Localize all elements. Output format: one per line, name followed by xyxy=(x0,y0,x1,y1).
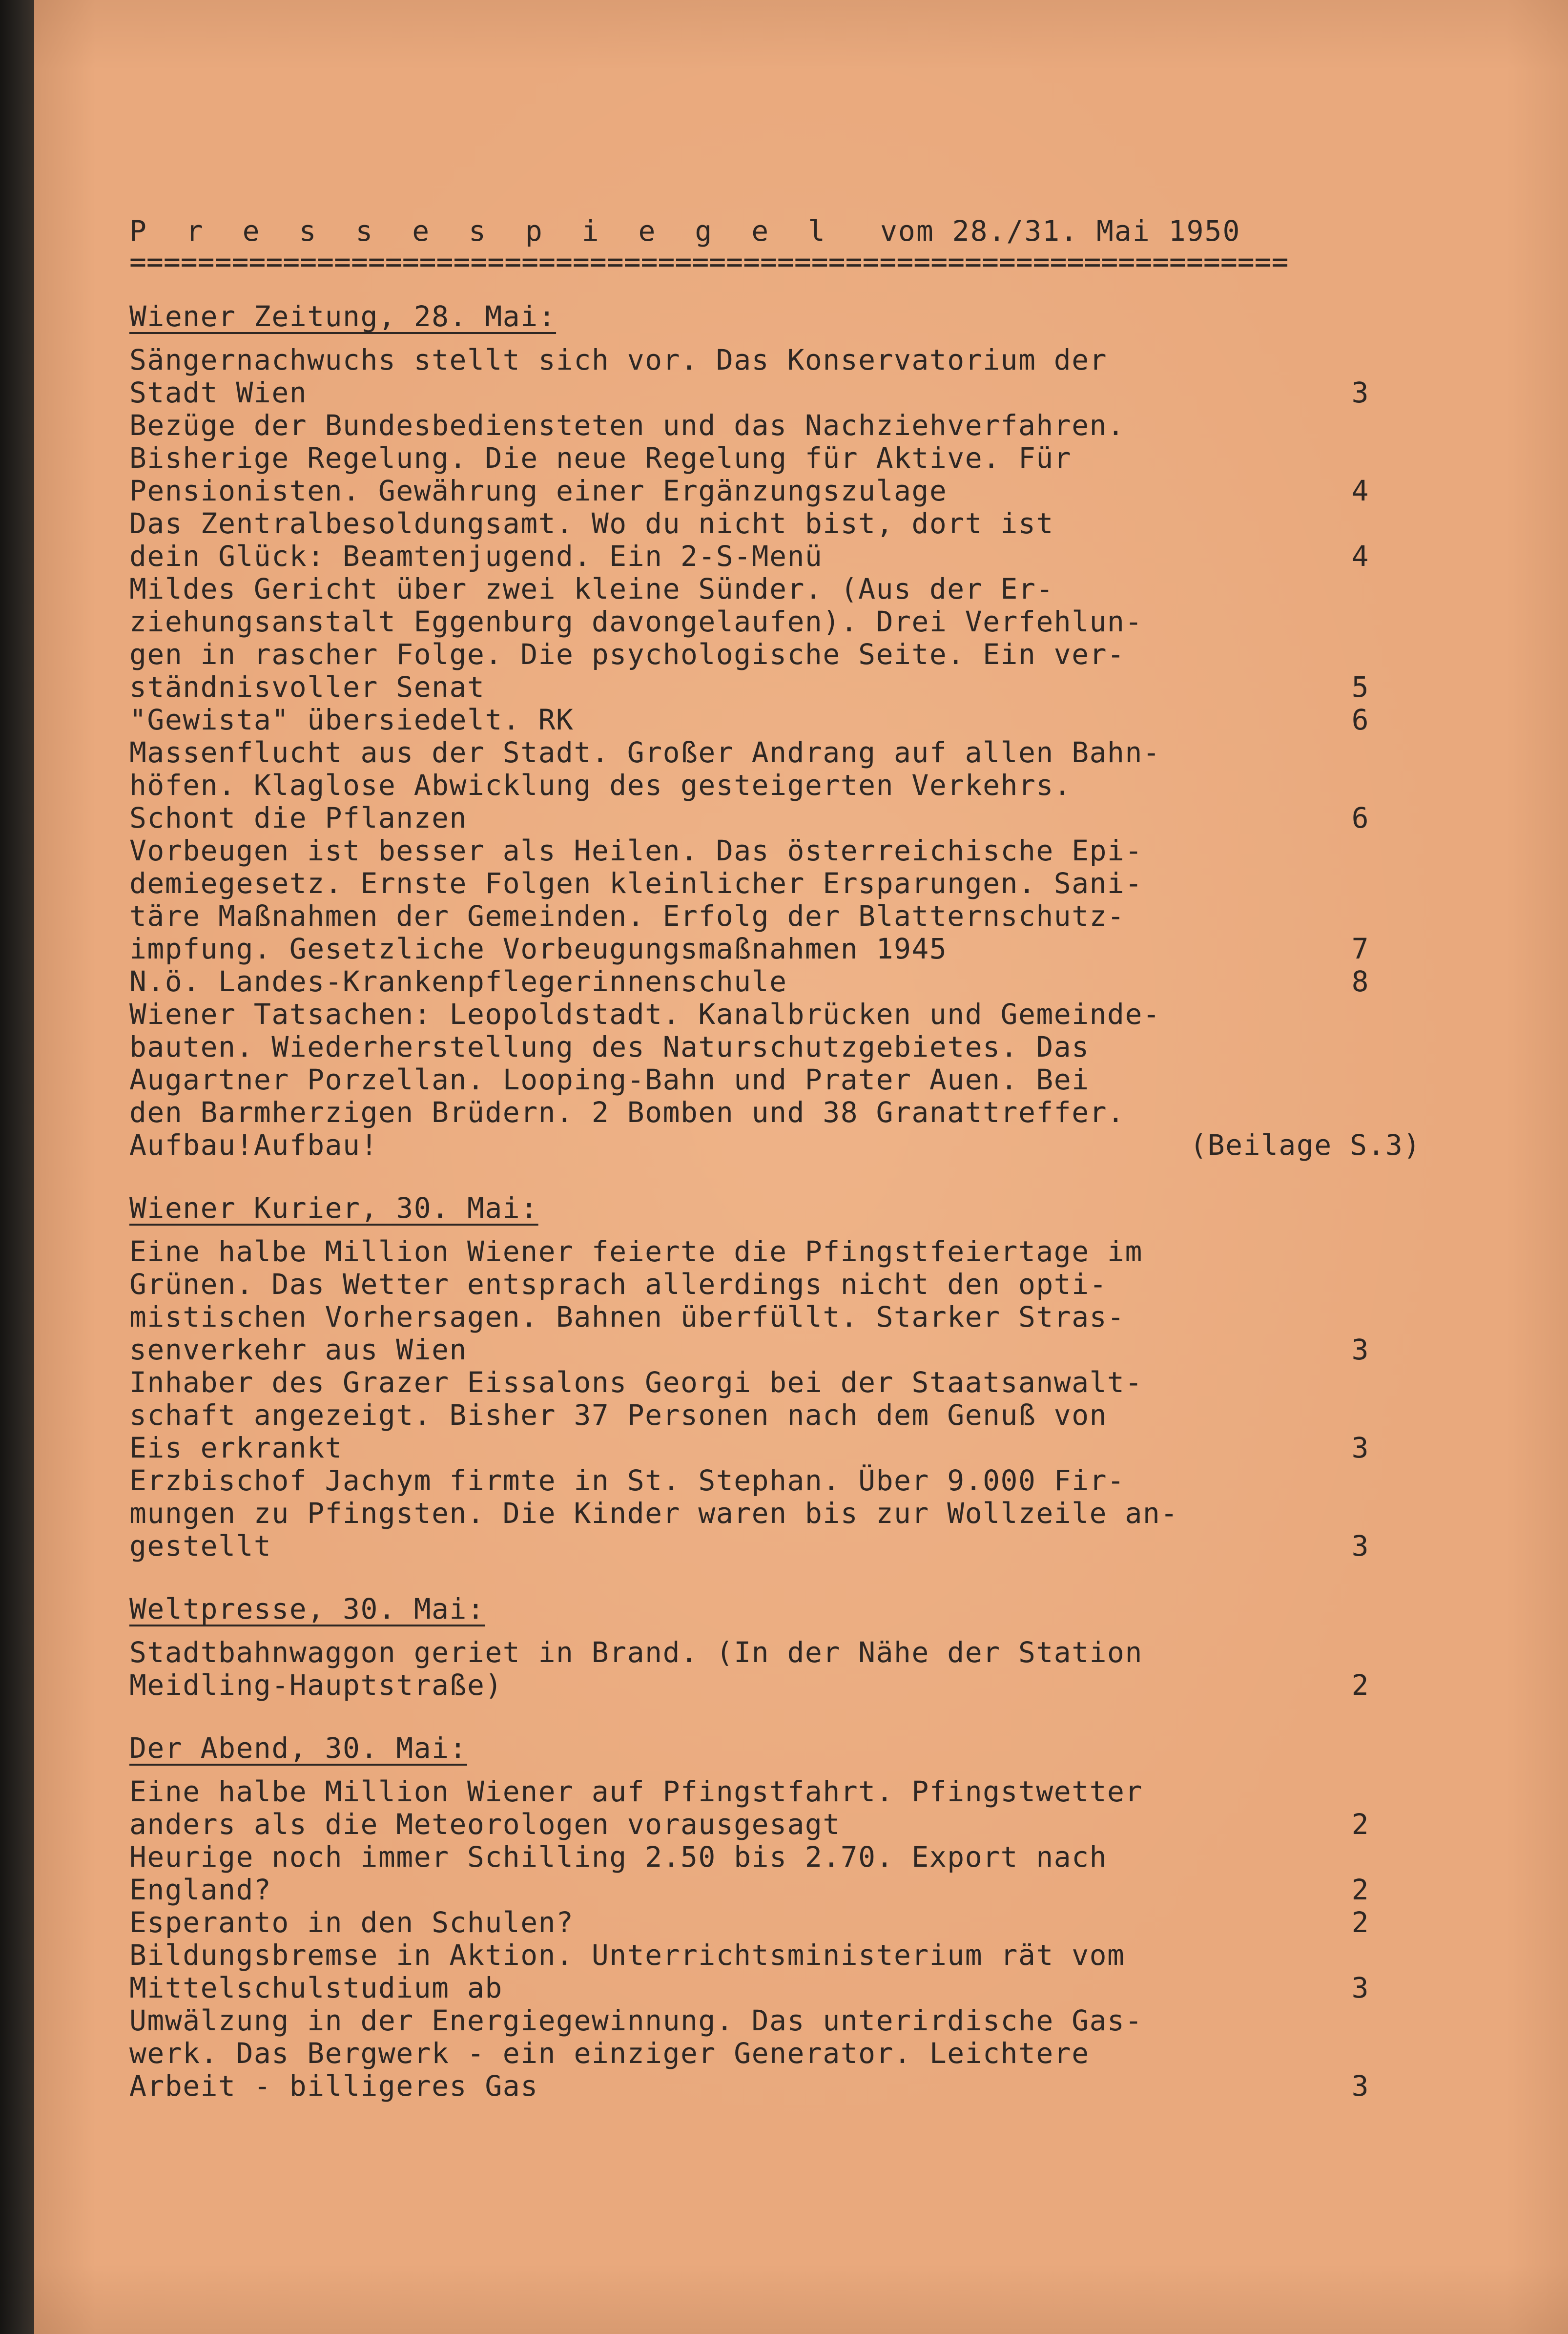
entry-text xyxy=(129,507,1301,573)
document-page xyxy=(34,0,1568,2334)
entry-line: Bisherige Regelung. Die neue Regelung für Aktive. Für xyxy=(129,441,1072,475)
entry-line: gestellt xyxy=(129,1529,272,1563)
entry-text xyxy=(129,2004,1301,2103)
entry-line: anders als die Meteorologen vorausgesagt xyxy=(129,1808,841,1841)
entry-line: Esperanto in den Schulen? xyxy=(129,1906,574,1939)
entry-line: bauten. Wiederherstellung des Naturschutzgebietes. Das xyxy=(129,1030,1090,1063)
page-title: P r e s s e s p i e g e l xyxy=(129,214,836,248)
page-reference: 3 xyxy=(1351,1971,1369,2004)
page-reference: 6 xyxy=(1351,801,1369,834)
press-entry xyxy=(129,1366,1369,1464)
page-reference: 3 xyxy=(1351,1431,1369,1464)
entry-line: Bildungsbremse in Aktion. Unterrichtsministerium rät vom xyxy=(129,1938,1125,1972)
date-range: vom 28./31. Mai 1950 xyxy=(880,214,1241,248)
entry-line: England? xyxy=(129,1873,272,1906)
press-entry xyxy=(129,1840,1369,1906)
press-entry xyxy=(129,507,1369,573)
page-reference: 7 xyxy=(1351,932,1369,965)
press-section xyxy=(129,1702,1369,2103)
entry-text xyxy=(129,409,1301,507)
page-title-row xyxy=(129,215,1350,248)
entry-text xyxy=(129,1235,1301,1366)
entry-text xyxy=(129,573,1301,704)
entry-line: N.ö. Landes-Krankenpflegerinnenschule xyxy=(129,965,787,998)
entry-line: dein Glück: Beamtenjugend. Ein 2-S-Menü xyxy=(129,540,823,573)
press-entry xyxy=(129,1464,1369,1563)
entry-text xyxy=(129,1366,1301,1464)
section-heading: Weltpresse, 30. Mai: xyxy=(129,1592,485,1625)
entry-text xyxy=(129,1906,1301,1939)
section-heading: Wiener Zeitung, 28. Mai: xyxy=(129,300,557,333)
press-entry xyxy=(129,965,1369,998)
page-reference: 2 xyxy=(1351,1873,1369,1906)
entry-text xyxy=(129,834,1301,965)
entry-line: Erzbischof Jachym firmte in St. Stephan. Über 9.000 Fir- xyxy=(129,1464,1125,1497)
entry-line: Aufbau!Aufbau! xyxy=(129,1128,378,1162)
page-reference: 3 xyxy=(1351,376,1369,409)
entry-line: ziehungsanstalt Eggenburg davongelaufen). Drei Verfehlun- xyxy=(129,605,1143,638)
entry-line: Mittelschulstudium ab xyxy=(129,1971,503,2004)
page-reference: 8 xyxy=(1351,965,1369,998)
entry-text xyxy=(129,344,1301,409)
entry-line: "Gewista" übersiedelt. RK xyxy=(129,703,574,736)
page-reference: (Beilage S.3) xyxy=(1190,1128,1421,1162)
section-heading: Der Abend, 30. Mai: xyxy=(129,1731,467,1765)
entry-line: Eine halbe Million Wiener auf Pfingstfahrt. Pfingstwetter xyxy=(129,1775,1143,1808)
page-reference: 2 xyxy=(1351,1906,1369,1939)
page-reference: 2 xyxy=(1351,1668,1369,1702)
entry-line: impfung. Gesetzliche Vorbeugungsmaßnahmen 1945 xyxy=(129,932,948,965)
entry-line: den Barmherzigen Brüdern. 2 Bomben und 38 Granattreffer. xyxy=(129,1096,1125,1129)
page-reference: 5 xyxy=(1351,670,1369,704)
page-reference: 4 xyxy=(1351,474,1369,507)
entry-text xyxy=(129,1464,1301,1563)
press-entry xyxy=(129,2004,1369,2103)
entry-text xyxy=(129,1939,1301,2004)
entry-line: Stadt Wien xyxy=(129,376,308,409)
page-reference: 4 xyxy=(1351,540,1369,573)
entry-line: Bezüge der Bundesbediensteten und das Nachziehverfahren. xyxy=(129,409,1125,442)
entry-line: demiegesetz. Ernste Folgen kleinlicher Ersparungen. Sani- xyxy=(129,867,1143,900)
entry-line: Eine halbe Million Wiener feierte die Pfingstfeiertage im xyxy=(129,1235,1143,1268)
press-entry xyxy=(129,1775,1369,1841)
press-entry xyxy=(129,703,1369,736)
entry-line: ständnisvoller Senat xyxy=(129,670,485,704)
entry-line: Das Zentralbesoldungsamt. Wo du nicht bist, dort ist xyxy=(129,507,1054,540)
entry-text xyxy=(129,704,1301,736)
entry-line: Augartner Porzellan. Looping-Bahn und Prater Auen. Bei xyxy=(129,1063,1090,1096)
press-entry xyxy=(129,834,1369,965)
press-entry xyxy=(129,1938,1369,2004)
press-entry xyxy=(129,736,1369,834)
entry-line: Inhaber des Grazer Eissalons Georgi bei der Staatsanwalt- xyxy=(129,1366,1143,1399)
entry-line: Mildes Gericht über zwei kleine Sünder. (Aus der Er- xyxy=(129,572,1054,605)
entry-line: Arbeit - billigeres Gas xyxy=(129,2069,538,2103)
entry-line: Stadtbahnwaggon geriet in Brand. (In der Nähe der Station xyxy=(129,1636,1143,1669)
entry-line: Grünen. Das Wetter entsprach allerdings nicht den opti- xyxy=(129,1268,1108,1301)
entry-text xyxy=(129,1775,1301,1841)
entry-line: senverkehr aus Wien xyxy=(129,1333,467,1366)
entry-text xyxy=(129,1841,1301,1906)
entry-line: Massenflucht aus der Stadt. Großer Andrang auf allen Bahn- xyxy=(129,736,1161,769)
entry-line: Schont die Pflanzen xyxy=(129,801,467,834)
entry-line: Vorbeugen ist besser als Heilen. Das österreichische Epi- xyxy=(129,834,1143,867)
entry-line: Umwälzung in der Energiegewinnung. Das unterirdische Gas- xyxy=(129,2004,1143,2037)
press-section xyxy=(129,1563,1369,1702)
entry-line: höfen. Klaglose Abwicklung des gesteigerten Verkehrs. xyxy=(129,769,1072,802)
page-reference: 3 xyxy=(1351,2069,1369,2103)
press-entry xyxy=(129,343,1369,409)
press-sections xyxy=(129,278,1421,2103)
press-entry xyxy=(129,1906,1369,1939)
entry-line: Eis erkrankt xyxy=(129,1431,343,1464)
entry-line: täre Maßnahmen der Gemeinden. Erfolg der Blatternschutz- xyxy=(129,899,1125,933)
press-entry xyxy=(129,1235,1369,1366)
entry-text xyxy=(129,736,1301,834)
press-entry xyxy=(129,572,1369,704)
press-entry xyxy=(129,998,1421,1162)
entry-line: Pensionisten. Gewährung einer Ergänzungszulage xyxy=(129,474,948,507)
entry-line: gen in rascher Folge. Die psychologische Seite. Ein ver- xyxy=(129,638,1125,671)
entry-text xyxy=(129,998,1160,1162)
page-reference: 6 xyxy=(1351,703,1369,736)
entry-line: schaft angezeigt. Bisher 37 Personen nach dem Genuß von xyxy=(129,1398,1108,1432)
entry-line: Heurige noch immer Schilling 2.50 bis 2.70. Export nach xyxy=(129,1840,1108,1874)
entry-line: werk. Das Bergwerk - ein einziger Generator. Leichtere xyxy=(129,2037,1090,2070)
press-section xyxy=(129,1162,1369,1563)
press-entry xyxy=(129,1636,1369,1702)
section-heading: Wiener Kurier, 30. Mai: xyxy=(129,1191,538,1225)
page-reference: 3 xyxy=(1351,1333,1369,1366)
page-reference: 3 xyxy=(1351,1529,1369,1563)
entry-line: mungen zu Pfingsten. Die Kinder waren bis zur Wollzeile an- xyxy=(129,1497,1178,1530)
book-binding-edge xyxy=(0,0,34,2334)
entry-text xyxy=(129,1636,1301,1702)
document-content xyxy=(129,214,1421,2103)
entry-line: Wiener Tatsachen: Leopoldstadt. Kanalbrücken und Gemeinde- xyxy=(129,998,1161,1031)
press-entry xyxy=(129,409,1369,507)
page-reference: 2 xyxy=(1351,1808,1369,1841)
entry-line: Sängernachwuchs stellt sich vor. Das Konservatorium der xyxy=(129,343,1108,376)
entry-line: mistischen Vorhersagen. Bahnen überfüllt. Starker Stras- xyxy=(129,1300,1125,1334)
entry-line: Meidling-Hauptstraße) xyxy=(129,1668,503,1702)
press-section xyxy=(129,278,1421,1162)
entry-text xyxy=(129,965,1301,998)
title-rule: ==================================================================== xyxy=(129,245,1289,278)
